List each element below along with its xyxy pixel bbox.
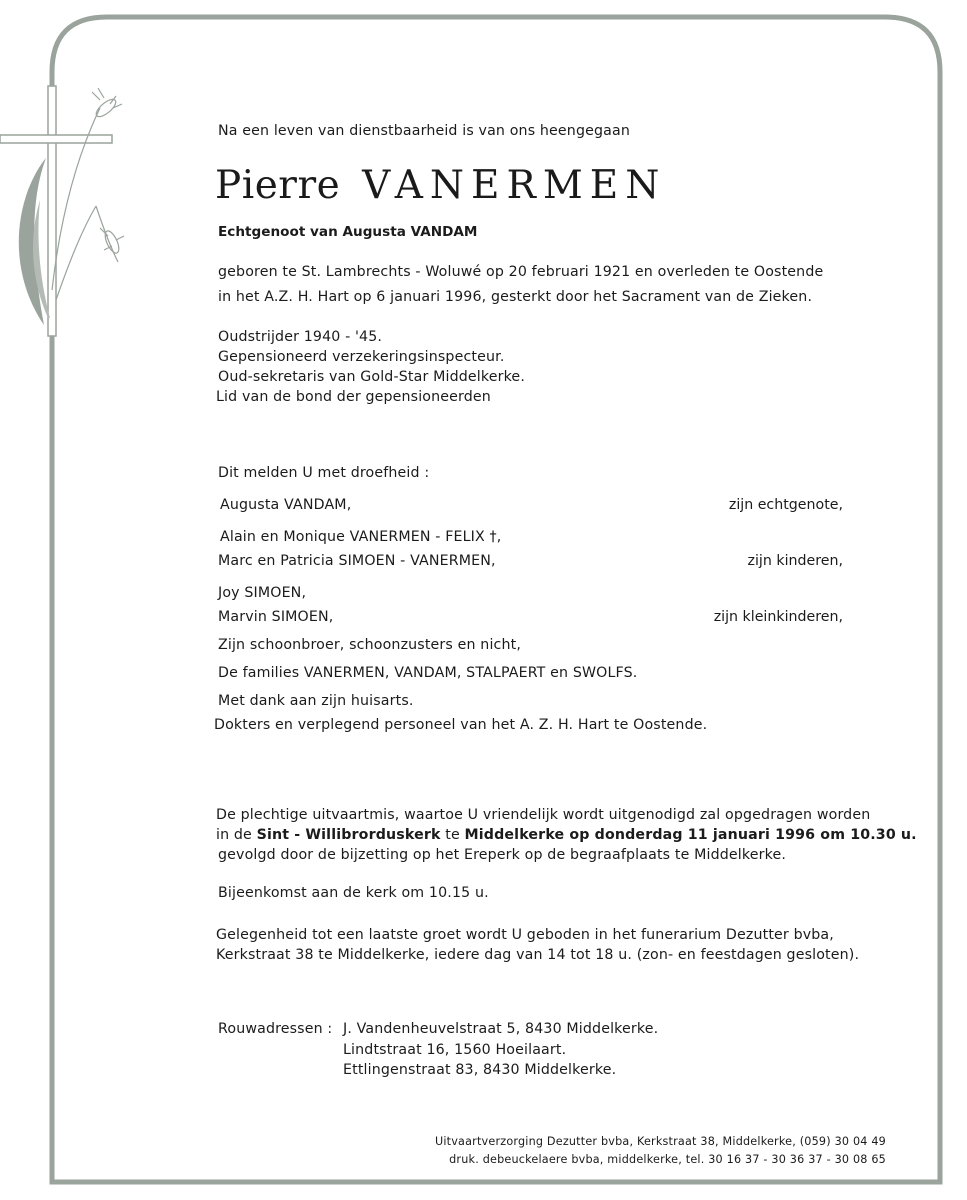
spouse-line: Echtgenoot van Augusta VANDAM [218,224,478,240]
relation-children: zijn kinderen, [747,553,843,569]
in-laws-line: Zijn schoonbroer, schoonzusters en nicht, [218,637,521,653]
farewell-line: Kerkstraat 38 te Middelkerke, iedere dag van 14 tot 18 u. (zon- en feestdagen gesloten). [216,947,860,963]
farewell-line: Gelegenheid tot een laatste groet wordt U geboden in het funerarium Dezutter bvba, [216,927,834,943]
footer-undertaker: Uitvaartverzorging Dezutter bvba, Kerkstraat 38, Middelkerke, (059) 30 04 49 [434,1135,886,1148]
ceremony-text: te [440,827,465,843]
first-name: Pierre [215,163,341,208]
role-line: Oudstrijder 1940 - '45. [218,329,383,345]
role-line: Lid van de bond der gepensioneerden [216,389,491,405]
birth-line: geboren te St. Lambrechts - Woluwé op 20 februari 1921 en overleden te Oostende [218,264,824,280]
mourner-spouse: Augusta VANDAM, [220,497,352,513]
mourner-grandchild: Marvin SIMOEN, [218,609,334,625]
thanks-line: Dokters en verplegend personeel van het A. Z. H. Hart te Oostende. [214,717,708,733]
ceremony-line [216,826,917,844]
meeting-line: Bijeenkomst aan de kerk om 10.15 u. [218,885,489,901]
mourner-child: Marc en Patricia SIMOEN - VANERMEN, [218,553,496,569]
ceremony-date: Middelkerke op donderdag 11 januari 1996 om 10.30 u. [464,827,917,843]
address-line: J. Vandenheuvelstraat 5, 8430 Middelkerke. [343,1021,659,1037]
address-line: Lindtstraat 16, 1560 Hoeilaart. [343,1042,567,1058]
church-name: Sint - Willibrorduskerk [256,827,441,843]
relation-grandchildren: zijn kleinkinderen, [713,609,843,625]
mourners-intro: Dit melden U met droefheid : [218,465,430,481]
role-line: Oud-sekretaris van Gold-Star Middelkerke. [218,369,525,385]
intro-text: Na een leven van dienstbaarheid is van ons heengegaan [218,123,630,139]
families-line: De families VANERMEN, VANDAM, STALPAERT en SWOLFS. [218,665,638,681]
deceased-name [215,162,666,210]
address-label: Rouwadressen : [218,1021,333,1037]
address-line: Ettlingenstraat 83, 8430 Middelkerke. [343,1062,617,1078]
last-name: VANERMEN [362,163,667,208]
ceremony-line: De plechtige uitvaartmis, waartoe U vriendelijk wordt uitgenodigd zal opgedragen worden [216,807,871,823]
ceremony-line: gevolgd door de bijzetting op het Ereperk op de begraafplaats te Middelkerke. [218,847,786,863]
mourner-child: Alain en Monique VANERMEN - FELIX †, [220,529,502,545]
death-line: in het A.Z. H. Hart op 6 januari 1996, gesterkt door het Sacrament van de Zieken. [218,289,813,305]
thanks-line: Met dank aan zijn huisarts. [218,693,414,709]
footer-printer: druk. debeuckelaere bvba, middelkerke, tel. 30 16 37 - 30 36 37 - 30 08 65 [449,1153,886,1166]
mourner-grandchild: Joy SIMOEN, [218,585,307,601]
ceremony-text: in de [216,827,257,843]
role-line: Gepensioneerd verzekeringsinspecteur. [218,349,505,365]
relation-spouse: zijn echtgenote, [728,497,843,513]
